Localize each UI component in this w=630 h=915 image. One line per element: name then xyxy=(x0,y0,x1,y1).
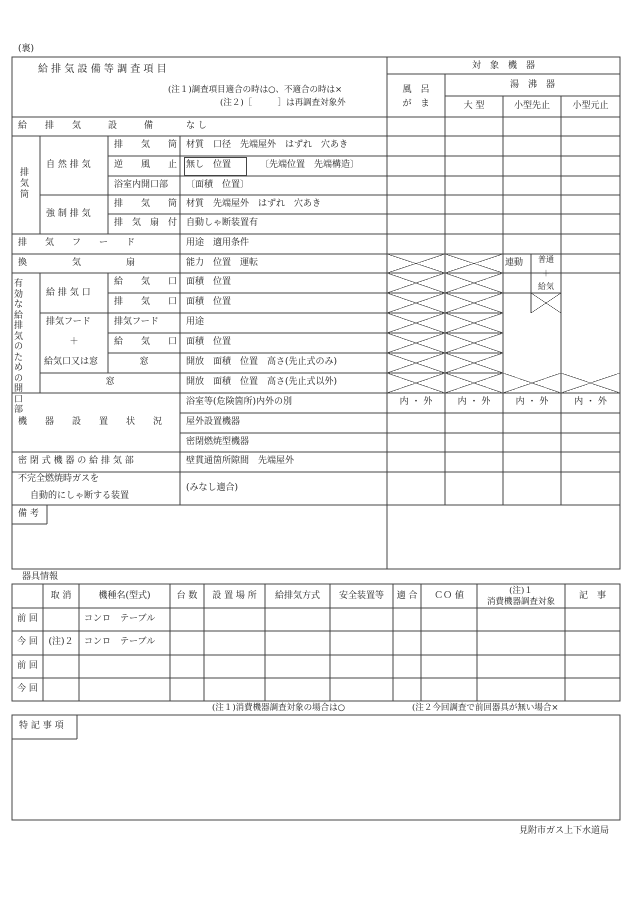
inout-bath: 内 ・ 外 xyxy=(399,397,433,407)
vent-fan-value: 能力 位置 運転 xyxy=(186,258,259,268)
large-header: 大 型 xyxy=(463,101,485,111)
fan-value: 自動しゃ断装置有 xyxy=(186,218,259,228)
normal-label: 普通 xyxy=(538,255,554,264)
equipment-section-title: 器具情報 xyxy=(22,572,59,582)
col-safety: 安全装置等 xyxy=(338,591,384,601)
incomplete-value: (みなし適合) xyxy=(186,483,239,493)
section-title: 給 排 気 設 備 等 調 査 項 目 xyxy=(38,64,167,75)
supply-inlet-label: 給 気 口 xyxy=(114,277,178,287)
sealed-label: 密 閉 式 機 器 の 給 排 気 部 xyxy=(18,456,134,466)
bath-opening-value: 〔面積 位置〕 xyxy=(186,180,250,190)
hood-group-label-2: 給気口又は窓 xyxy=(44,357,99,367)
backdraft-value-2: 〔先端位置 先端構造〕 xyxy=(260,160,360,170)
back-side-label: (裏) xyxy=(18,44,35,54)
col-consumer-target: 消費機器調査対象 xyxy=(486,597,555,607)
backdraft-label: 逆 風 止 xyxy=(114,160,178,170)
boiler-header: 湯 沸 器 xyxy=(509,80,555,90)
hood-item-value: 用途 xyxy=(186,317,205,327)
exhaust-outlet-value: 面積 位置 xyxy=(186,297,232,307)
small-ahead-header: 小型先止 xyxy=(513,101,550,111)
window2-value: 開放 面積 位置 高さ(先止式以外) xyxy=(186,377,338,387)
equipment-note-2: (注２今回調査で前回器具が無い場合× xyxy=(412,703,559,713)
natural-flue-label: 排 気 筒 xyxy=(114,140,178,150)
forced-flue-value: 材質 先端屋外 はずれ 穴あき xyxy=(186,199,322,209)
row-model: コンロ テーブル xyxy=(84,614,156,624)
hood-supply-label: 給 気 口 xyxy=(114,337,178,347)
linked-label: 連動 xyxy=(505,258,524,268)
facility-label: 給 排 気 設 備 xyxy=(18,121,154,131)
forced-flue-label: 排 気 筒 xyxy=(114,199,178,209)
exhaust-outlet-label: 排 気 口 xyxy=(114,297,178,307)
vent-fan-label: 換 気 扇 xyxy=(18,258,136,268)
install-status-label: 機 器 設 置 状 況 xyxy=(18,417,163,427)
fan-label: 排 気 扇 付 xyxy=(114,218,178,228)
incomplete-label-2: 自動的にしゃ断する装置 xyxy=(30,491,130,501)
hood-group-plus: ＋ xyxy=(69,337,79,347)
row-label: 今 回 xyxy=(17,637,38,647)
special-notes-label: 特 記 事 項 xyxy=(19,721,64,731)
col-note1: (注)１ xyxy=(509,586,533,596)
issuer: 見附市ガス上下水道局 xyxy=(519,826,610,836)
row-model: コンロ テーブル xyxy=(84,637,156,647)
note-2: (注２)［ ］は再調査対象外 xyxy=(220,98,346,108)
bath-opening-label: 浴室内開口部 xyxy=(114,180,169,190)
hood-value: 用途 適用条件 xyxy=(186,238,250,248)
natural-exhaust-label: 自 然 排 気 xyxy=(46,160,91,170)
facility-value: な し xyxy=(186,121,207,131)
install-b: 屋外設置機器 xyxy=(186,417,241,427)
hood-supply-value: 面積 位置 xyxy=(186,337,232,347)
target-equipment-header: 対 象 機 器 xyxy=(471,61,535,71)
col-location: 設 置 場 所 xyxy=(212,591,257,601)
install-a: 浴室等(危険箇所)内外の別 xyxy=(186,397,293,407)
bath-header: 風 呂 xyxy=(402,85,430,95)
inout-small-source: 内 ・ 外 xyxy=(574,397,607,407)
install-c: 密閉燃焼型機器 xyxy=(186,437,250,447)
forced-exhaust-label: 強 制 排 気 xyxy=(46,209,91,219)
col-cancel: 取 消 xyxy=(50,591,72,601)
small-source-header: 小型元止 xyxy=(572,101,609,111)
window-value: 開放 面積 位置 高さ(先止式のみ) xyxy=(186,357,338,367)
backdraft-value-1: 無し 位置 xyxy=(186,160,232,170)
effective-openings-label: 有効な給排気のための開口部 xyxy=(14,279,24,415)
flue-group-label: 排気筒 xyxy=(20,168,30,200)
incomplete-label-1: 不完全燃焼時ガスを xyxy=(18,474,100,484)
window2-label: 窓 xyxy=(105,377,115,387)
vent-opening-label: 給 排 気 口 xyxy=(46,288,91,298)
col-count: 台 数 xyxy=(176,591,198,601)
note-1: (注１)調査項目適合の時は○、不適合の時は× xyxy=(168,85,343,95)
hood-item-label: 排気フード xyxy=(114,317,159,327)
hood-label: 排 気 フ ー ド xyxy=(18,238,136,248)
remarks-label: 備 考 xyxy=(18,509,39,519)
row-label: 前 回 xyxy=(17,661,38,671)
inout-large: 内 ・ 外 xyxy=(457,397,491,407)
hood-group-label-1: 排気フード xyxy=(46,317,91,327)
col-conform: 適 合 xyxy=(396,591,418,601)
normal-plus-label: ＋ xyxy=(542,269,550,278)
window-label: 窓 xyxy=(139,357,149,367)
row-label: 今 回 xyxy=(17,684,38,694)
col-co: ＣＯ 値 xyxy=(434,591,464,601)
row-label: 前 回 xyxy=(17,614,38,624)
col-model: 機種名(型式) xyxy=(98,591,151,601)
supply-air-label: 給気 xyxy=(538,282,554,291)
natural-flue-value: 材質 口径 先端屋外 はずれ 穴あき xyxy=(186,140,349,150)
col-article: 記 事 xyxy=(578,591,606,601)
equipment-note-1: (注１)消費機器調査対象の場合は○ xyxy=(212,703,346,713)
col-ventilation: 給排気方式 xyxy=(274,591,320,601)
kama-header: が ま xyxy=(402,99,430,109)
row-cancel: (注)２ xyxy=(48,637,74,647)
supply-inlet-value: 面積 位置 xyxy=(186,277,232,287)
sealed-value: 壁貫通箇所隙間 先端屋外 xyxy=(186,456,295,466)
inout-small-ahead: 内 ・ 外 xyxy=(515,397,549,407)
